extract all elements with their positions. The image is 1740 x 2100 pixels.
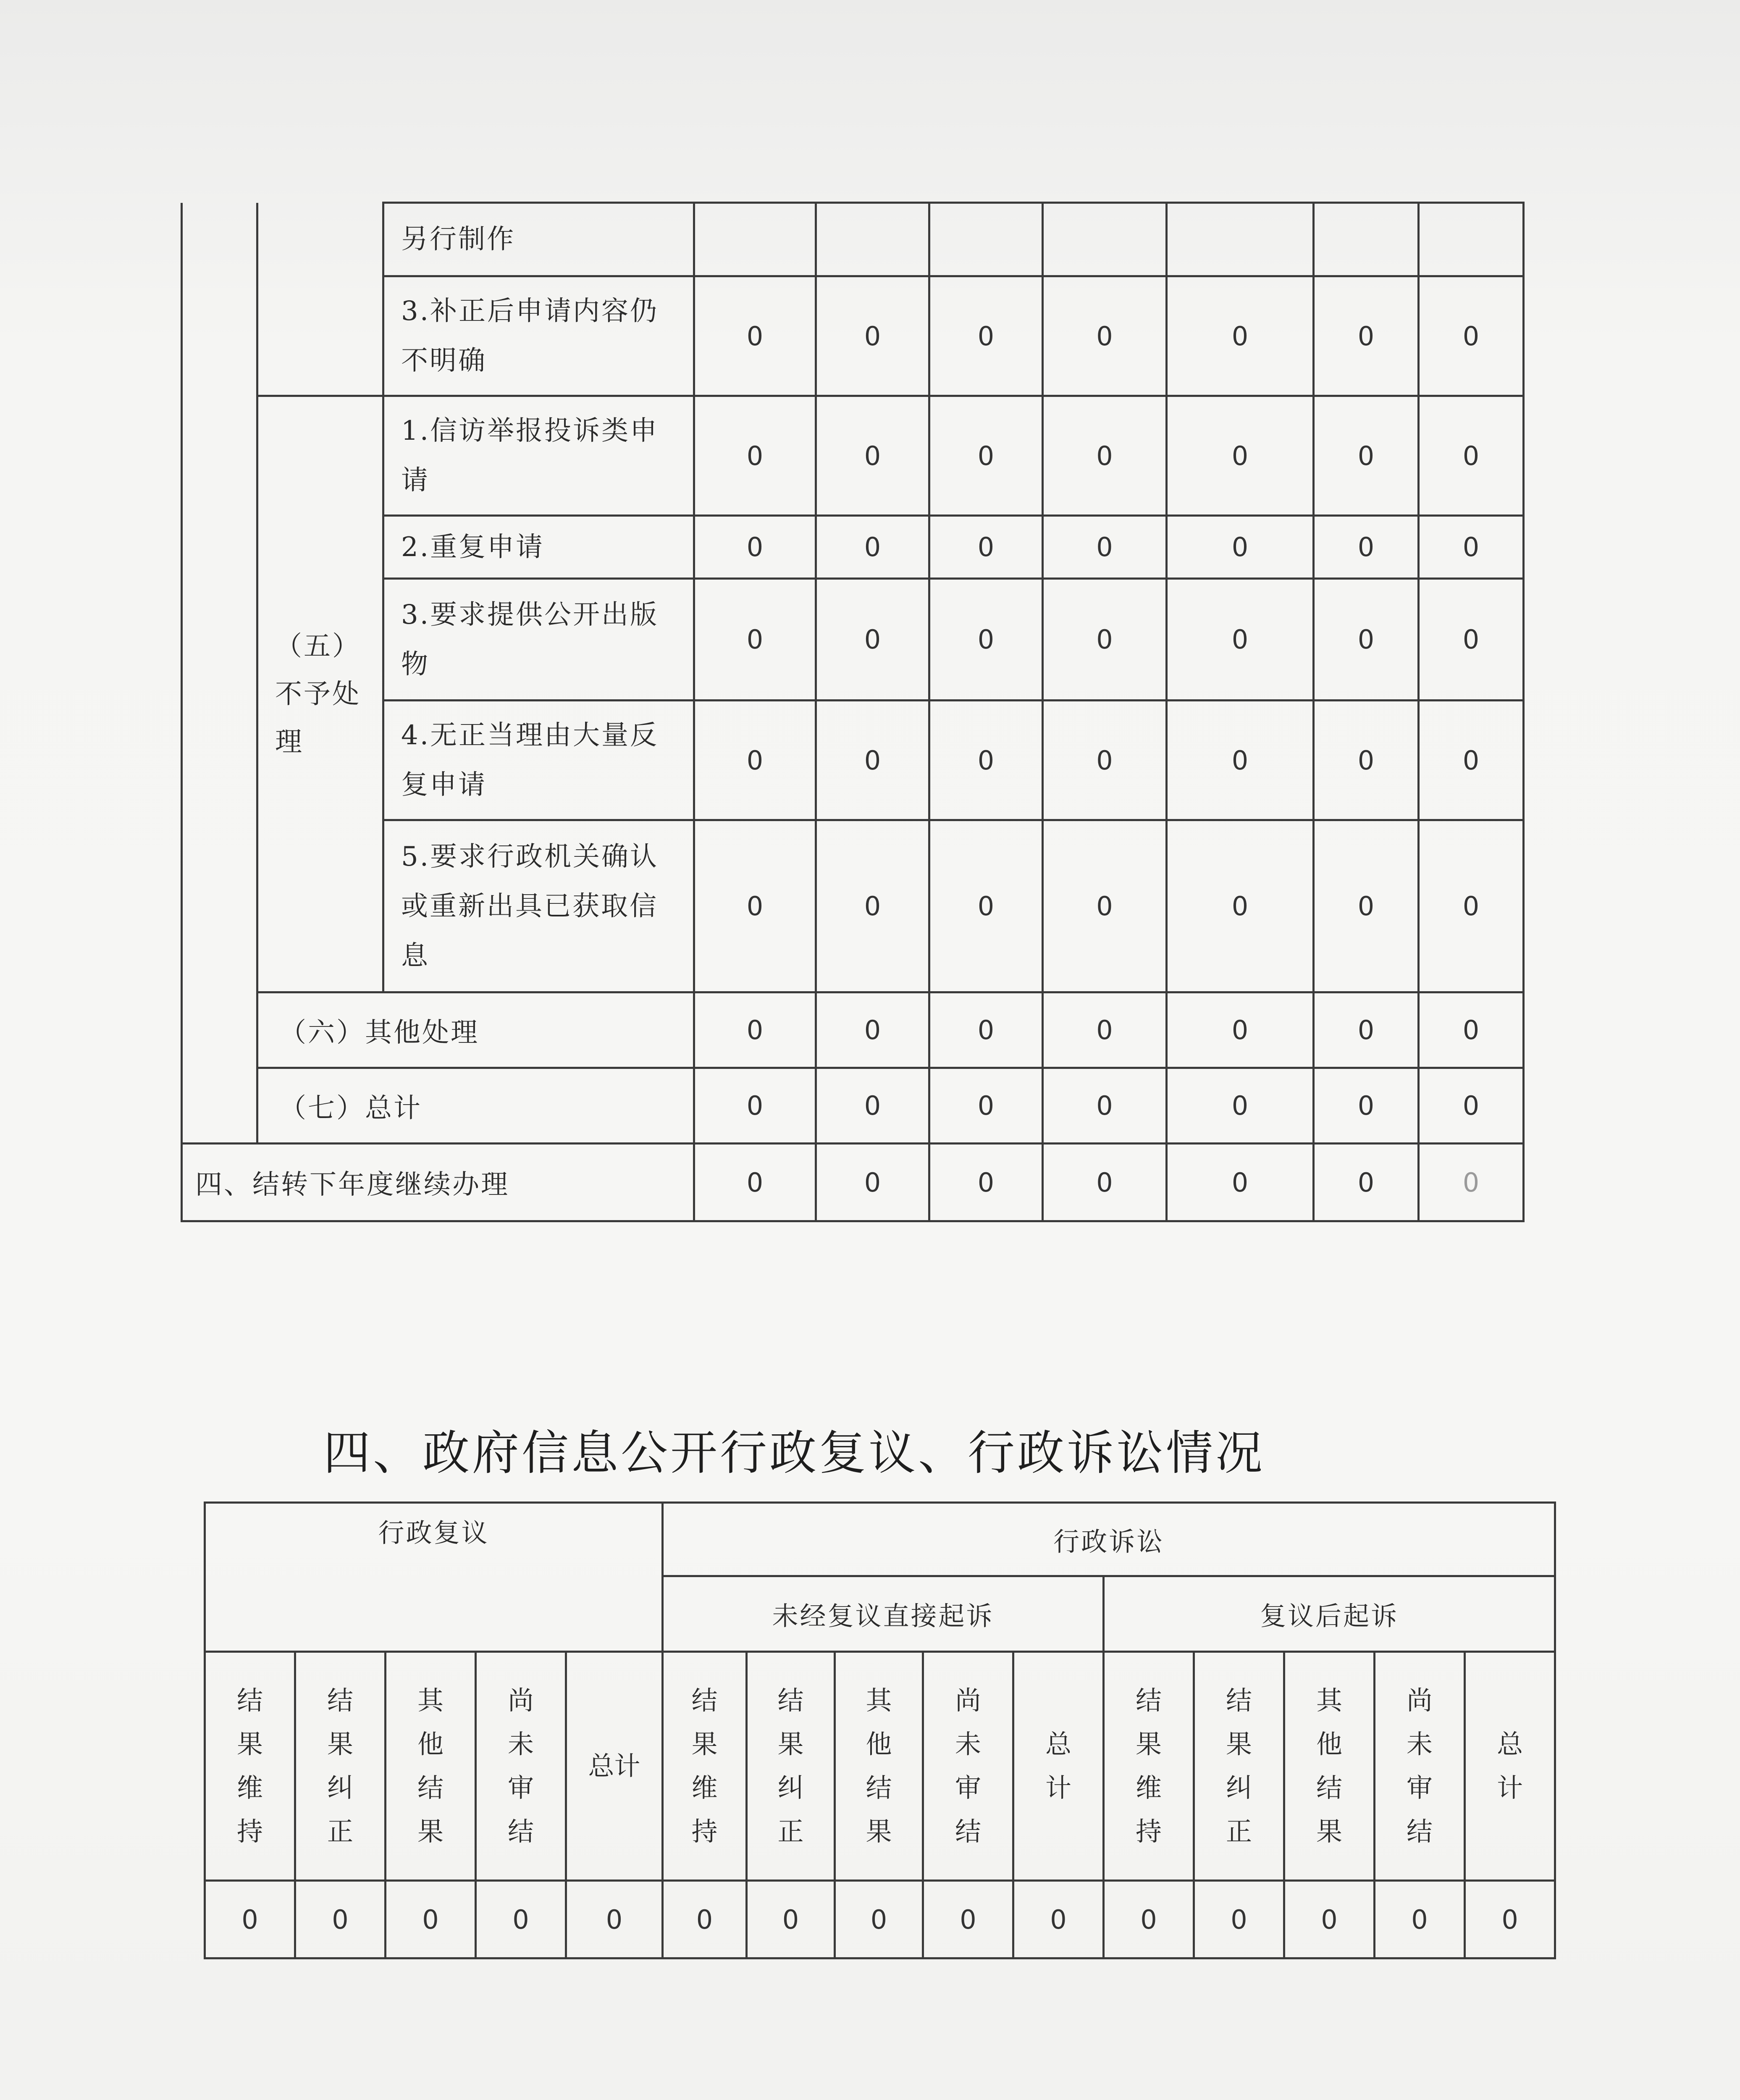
table-cell: 0	[663, 1881, 747, 1958]
column-header	[386, 1652, 476, 1881]
blank-margin-column	[182, 203, 257, 1144]
header-after-review-suit: 复议后起诉	[1104, 1576, 1555, 1652]
column-header-text: 结 果 维 持	[1136, 1685, 1162, 1847]
table-cell: 0	[694, 396, 816, 516]
table-cell: 0	[816, 992, 929, 1068]
table-row	[182, 276, 1524, 396]
column-header-text: 尚 未 审 结	[1407, 1685, 1433, 1847]
table-cell: 0	[1043, 1068, 1167, 1144]
table-cell: 0	[694, 1144, 816, 1221]
column-header	[205, 1652, 295, 1881]
table-cell: 0	[1314, 992, 1419, 1068]
table-cell: 0	[1043, 396, 1167, 516]
table-cell: 0	[694, 992, 816, 1068]
table-cell: 0	[1043, 992, 1167, 1068]
table-cell: 0	[1314, 1144, 1419, 1221]
row-label: 2.重复申请	[383, 516, 694, 579]
column-header	[1013, 1652, 1104, 1881]
table-cell: 0	[1419, 701, 1524, 820]
table-cell: 0	[205, 1881, 295, 1958]
table-cell: 0	[694, 579, 816, 701]
column-header-text: 结 果 纠 正	[327, 1685, 353, 1847]
table-row	[182, 396, 1524, 516]
column-header	[1375, 1652, 1465, 1881]
column-header-text: 结 果 维 持	[691, 1685, 718, 1847]
column-header	[747, 1652, 835, 1881]
header-direct-suit: 未经复议直接起诉	[663, 1576, 1104, 1652]
row-label: 5.要求行政机关确认或重新出具已获取信息	[383, 820, 694, 992]
section-heading: 四、政府信息公开行政复议、行政诉讼情况	[323, 1426, 1265, 1480]
table-cell: 0	[1314, 516, 1419, 579]
table-cell: 0	[476, 1881, 566, 1958]
table-cell: 0	[694, 1068, 816, 1144]
column-header	[476, 1652, 566, 1881]
table-cell: 0	[816, 396, 929, 516]
table-row	[182, 1144, 1524, 1221]
column-header	[1284, 1652, 1375, 1881]
table-cell: 0	[1043, 516, 1167, 579]
table-cell: 0	[929, 276, 1043, 396]
table-row	[182, 579, 1524, 701]
table-cell: 0	[816, 1144, 929, 1221]
table-cell: 0	[1043, 701, 1167, 820]
table-cell: 0	[1167, 1068, 1314, 1144]
column-header-text: 结 果 纠 正	[1226, 1685, 1252, 1847]
column-header	[1465, 1652, 1555, 1881]
table-cell: 0	[1465, 1881, 1555, 1958]
table-row	[205, 1503, 1555, 1576]
table-cell: 0	[1284, 1881, 1375, 1958]
table-row	[182, 820, 1524, 992]
table-cell	[1043, 203, 1167, 276]
table-cell: 0	[929, 992, 1043, 1068]
table-cell: 0	[1167, 820, 1314, 992]
table-cell: 0	[1314, 276, 1419, 396]
table-cell: 0	[929, 516, 1043, 579]
table-cell: 0	[1419, 516, 1524, 579]
table-row	[205, 1652, 1555, 1881]
table-cell: 0	[386, 1881, 476, 1958]
application-handling-table	[181, 202, 1525, 1222]
table-cell: 0	[929, 701, 1043, 820]
table-cell: 0	[1375, 1881, 1465, 1958]
column-header-text: 其 他 结 果	[866, 1685, 892, 1847]
table-cell: 0	[566, 1881, 663, 1958]
table-row	[182, 516, 1524, 579]
table-cell: 0	[295, 1881, 386, 1958]
table-cell: 0	[1419, 396, 1524, 516]
column-header	[295, 1652, 386, 1881]
column-header-text: 尚 未 审 结	[955, 1685, 982, 1847]
column-header-text: 其 他 结 果	[1316, 1685, 1343, 1847]
table-cell: 0	[923, 1881, 1013, 1958]
row-label-carry-over: 四、结转下年度继续办理	[182, 1144, 694, 1221]
table-cell: 0	[1419, 820, 1524, 992]
column-header-text: 结 果 纠 正	[777, 1685, 804, 1847]
row-label: 3.要求提供公开出版物	[383, 579, 694, 701]
table-cell: 0	[816, 1068, 929, 1144]
column-header	[923, 1652, 1013, 1881]
row-label: 1.信访举报投诉类申请	[383, 396, 694, 516]
table-cell: 0	[1104, 1881, 1194, 1958]
table-cell: 0	[1043, 1144, 1167, 1221]
table-cell: 0	[1043, 579, 1167, 701]
header-admin-review: 行政复议	[205, 1503, 663, 1652]
review-litigation-table	[204, 1502, 1556, 1959]
table-cell: 0	[694, 516, 816, 579]
table-cell: 0	[816, 701, 929, 820]
table-cell: 0	[1167, 701, 1314, 820]
table-cell: 0	[816, 276, 929, 396]
table-cell: 0	[816, 820, 929, 992]
table-cell: 0	[1013, 1881, 1104, 1958]
column-header-text: 尚 未 审 结	[507, 1685, 534, 1847]
table-cell	[694, 203, 816, 276]
table-cell: 0	[1167, 579, 1314, 701]
column-header-text: 总计	[588, 1751, 640, 1781]
header-admin-litigation: 行政诉讼	[663, 1503, 1555, 1576]
table-cell: 0	[929, 1144, 1043, 1221]
blank-group-cell	[257, 203, 383, 396]
column-header	[566, 1652, 663, 1881]
table-cell: 0	[1167, 396, 1314, 516]
table-cell: 0	[816, 579, 929, 701]
table-cell	[1314, 203, 1419, 276]
table-cell: 0	[929, 820, 1043, 992]
table-row	[182, 1068, 1524, 1144]
column-header-text: 总 计	[1045, 1729, 1072, 1803]
table-cell: 0	[929, 579, 1043, 701]
row-label: 4.无正当理由大量反复申请	[383, 701, 694, 820]
column-header-text: 其 他 结 果	[417, 1685, 444, 1847]
table-cell: 0	[1419, 992, 1524, 1068]
table-cell: 0	[747, 1881, 835, 1958]
row-label: 3.补正后申请内容仍不明确	[383, 276, 694, 396]
table-cell: 0	[694, 820, 816, 992]
group-label-not-processed: （五）不予处理	[257, 396, 383, 992]
table-cell: 0	[1419, 1144, 1524, 1221]
row-label-other-processing: （六）其他处理	[257, 992, 694, 1068]
table-cell: 0	[1314, 1068, 1419, 1144]
column-header-text: 总 计	[1497, 1729, 1523, 1803]
column-header	[663, 1652, 747, 1881]
table-cell: 0	[694, 276, 816, 396]
table-row	[205, 1881, 1555, 1958]
row-label: 另行制作	[383, 203, 694, 276]
table-cell	[929, 203, 1043, 276]
table-cell: 0	[1167, 992, 1314, 1068]
table-cell: 0	[835, 1881, 923, 1958]
table-row	[182, 992, 1524, 1068]
table-cell: 0	[1314, 820, 1419, 992]
table-cell: 0	[1314, 396, 1419, 516]
table-row	[182, 701, 1524, 820]
table-cell: 0	[1419, 276, 1524, 396]
table-cell: 0	[929, 1068, 1043, 1144]
table-cell: 0	[1194, 1881, 1284, 1958]
table-cell: 0	[816, 516, 929, 579]
column-header	[1194, 1652, 1284, 1881]
table-cell: 0	[1314, 701, 1419, 820]
column-header	[835, 1652, 923, 1881]
table-cell: 0	[1419, 1068, 1524, 1144]
table-cell: 0	[929, 396, 1043, 516]
table-cell: 0	[1167, 516, 1314, 579]
table-cell: 0	[1043, 276, 1167, 396]
table-row	[182, 203, 1524, 276]
table-cell: 0	[694, 701, 816, 820]
table-cell: 0	[1167, 276, 1314, 396]
table-cell: 0	[1419, 579, 1524, 701]
table-cell: 0	[1043, 820, 1167, 992]
table-cell	[1419, 203, 1524, 276]
column-header	[1104, 1652, 1194, 1881]
table-cell	[1167, 203, 1314, 276]
column-header-text: 结 果 维 持	[236, 1685, 263, 1847]
table-cell: 0	[1314, 579, 1419, 701]
table-cell	[816, 203, 929, 276]
row-label-total: （七）总计	[257, 1068, 694, 1144]
table-cell: 0	[1167, 1144, 1314, 1221]
